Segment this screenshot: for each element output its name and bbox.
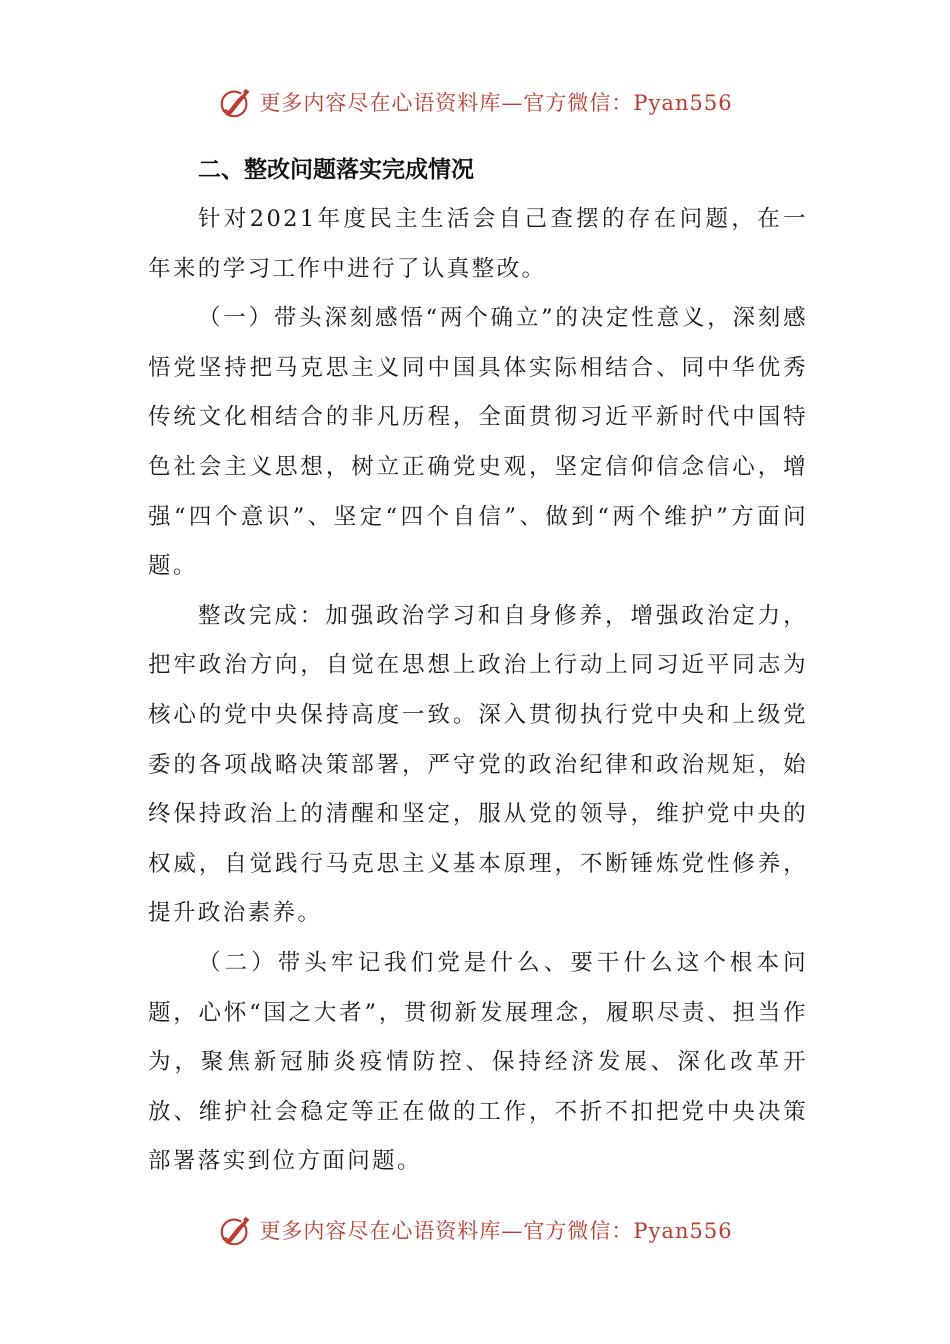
paragraph-rectification-one: 整改完成：加强政治学习和自身修养，增强政治定力，把牢政治方向，自觉在思想上政治上行动上同习近平同志为核心的党中央保持高度一致。深入贯彻执行党中央和上级党委的各项战略决策部署，严守党的政治纪律和政治规矩，始终保持政治上的清醒和坚定，服从党的领导，维护党中央的权威，自觉践行马克思主义基本原理，不断锤炼党性修养，提升政治素养。 <box>148 602 808 927</box>
paragraph-intro: 针对2021年度民主生活会自己查摆的存在问题，在一年来的学习工作中进行了认真整改。 <box>148 206 808 282</box>
header-banner <box>0 82 950 122</box>
quill-pen-logo-icon <box>217 83 255 121</box>
header-banner-text: 更多内容尽在心语资料库—官方微信：Pyan556 <box>259 91 733 115</box>
footer-banner <box>0 1210 950 1250</box>
paragraph-issue-one: （一）带头深刻感悟“两个确立”的决定性意义，深刻感悟党坚持把马克思主义同中国具体实际相结合、同中华优秀传统文化相结合的非凡历程，全面贯彻习近平新时代中国特色社会主义思想，树立正确党史观，坚定信仰信念信心，增强“四个意识”、坚定“四个自信”、做到“两个维护”方面问题。 <box>148 305 808 580</box>
quill-pen-logo-icon <box>217 1211 255 1249</box>
document-body <box>148 145 808 1187</box>
footer-banner-text: 更多内容尽在心语资料库—官方微信：Pyan556 <box>259 1219 733 1243</box>
section-heading: 二、整改问题落实完成情况 <box>198 157 474 183</box>
paragraph-issue-two: （二）带头牢记我们党是什么、要干什么这个根本问题，心怀“国之大者”，贯彻新发展理念，履职尽责、担当作为，聚焦新冠肺炎疫情防控、保持经济发展、深化改革开放、维护社会稳定等正在做的工作，不折不扣把党中央决策部署落实到位方面问题。 <box>148 949 808 1175</box>
